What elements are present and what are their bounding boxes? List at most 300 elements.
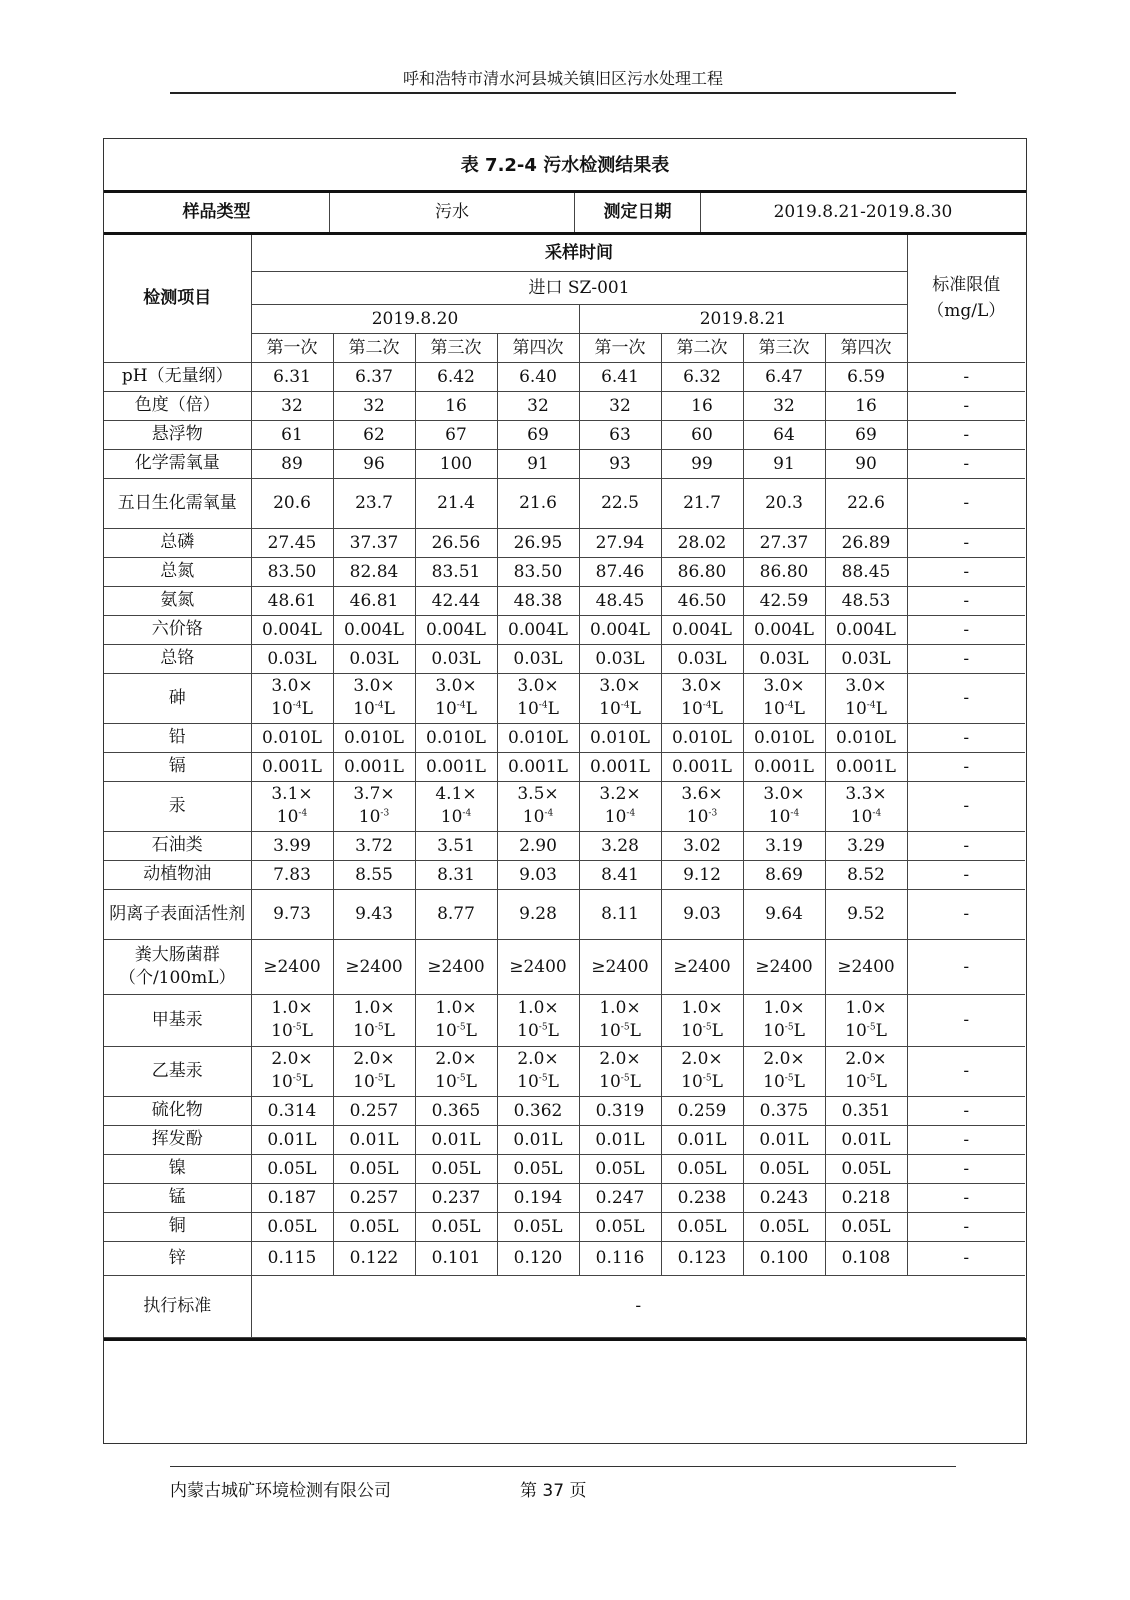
sci-mantissa: 1.0× [845, 998, 887, 1018]
sci-suffix: L [711, 699, 723, 719]
item-name: 镍 [104, 1154, 251, 1183]
value-cell: 0.314 [251, 1096, 333, 1125]
value-cell: 0.243 [743, 1183, 825, 1212]
table-row [104, 752, 1025, 781]
value-cell: 8.55 [333, 860, 415, 889]
value-cell: 0.010L [497, 723, 579, 752]
value-cell: 6.47 [743, 362, 825, 391]
value-cell: 0.010L [333, 723, 415, 752]
value-cell [333, 1046, 415, 1096]
value-cell: 0.05L [825, 1212, 907, 1241]
sci-mantissa: 1.0× [599, 998, 641, 1018]
bottom-rule [104, 1338, 1026, 1341]
sci-mantissa: 2.0× [271, 1049, 313, 1069]
value-cell: 32 [497, 391, 579, 420]
sci-suffix: L [383, 1072, 395, 1092]
standard-cell: - [907, 478, 1025, 528]
footer-page-number: 第 37 页 [520, 1481, 587, 1501]
value-cell [743, 781, 825, 831]
sci-suffix: L [465, 1072, 477, 1092]
item-name: 动植物油 [104, 860, 251, 889]
value-cell: 0.03L [333, 644, 415, 673]
value-cell: 0.010L [415, 723, 497, 752]
standard-cell: - [907, 1125, 1025, 1154]
standard-cell: - [907, 1046, 1025, 1096]
value-cell: 9.03 [497, 860, 579, 889]
round-header: 第一次 [579, 333, 661, 362]
value-cell: 8.11 [579, 889, 661, 939]
value-cell: 32 [333, 391, 415, 420]
value-cell: 0.004L [743, 615, 825, 644]
sci-suffix: L [383, 699, 395, 719]
value-cell: 91 [497, 449, 579, 478]
date-value: 2019.8.21-2019.8.30 [773, 202, 953, 222]
value-cell: 3.28 [579, 831, 661, 860]
sci-exponent: -4 [702, 700, 712, 711]
item-name: 锰 [104, 1183, 251, 1212]
sci-base: 10 [845, 1021, 867, 1041]
item-name: 甲基汞 [104, 994, 251, 1046]
sci-base: 10 [763, 699, 785, 719]
standard-cell: - [907, 449, 1025, 478]
sci-suffix: L [875, 1021, 887, 1041]
sci-mantissa: 3.0× [763, 676, 805, 696]
standard-cell: - [907, 362, 1025, 391]
value-cell: 99 [661, 449, 743, 478]
table-row [104, 1096, 1025, 1125]
table-row [104, 1125, 1025, 1154]
value-cell: 0.05L [251, 1154, 333, 1183]
exec-standard-label: 执行标准 [104, 1275, 251, 1337]
value-cell: 0.123 [661, 1241, 743, 1275]
sci-mantissa: 2.0× [435, 1049, 477, 1069]
sci-exponent: -4 [374, 700, 384, 711]
sci-suffix: L [711, 1072, 723, 1092]
value-cell: 42.59 [743, 586, 825, 615]
value-cell: ≥2400 [497, 939, 579, 994]
item-name: 乙基汞 [104, 1046, 251, 1096]
value-cell: 0.001L [825, 752, 907, 781]
sci-mantissa: 2.0× [353, 1049, 395, 1069]
sci-base: 10 [763, 1072, 785, 1092]
value-cell: ≥2400 [661, 939, 743, 994]
date-label: 测定日期 [575, 193, 701, 232]
standard-cell: - [907, 1212, 1025, 1241]
table-row [104, 939, 1025, 994]
value-cell: 22.6 [825, 478, 907, 528]
sci-suffix: L [383, 1021, 395, 1041]
value-cell: 0.01L [825, 1125, 907, 1154]
value-cell: 0.05L [579, 1212, 661, 1241]
table-row [104, 478, 1025, 528]
value-cell [415, 781, 497, 831]
sci-suffix: L [629, 1072, 641, 1092]
value-cell: 21.7 [661, 478, 743, 528]
value-cell: 23.7 [333, 478, 415, 528]
value-cell: 37.37 [333, 528, 415, 557]
value-cell: 0.365 [415, 1096, 497, 1125]
table-row [104, 831, 1025, 860]
sci-base: 10 [681, 1021, 703, 1041]
standard-header [907, 235, 1025, 362]
sample-type-value: 污水 [330, 193, 575, 232]
item-name: 粪大肠菌群（个/100mL） [104, 939, 251, 994]
value-cell [743, 994, 825, 1046]
table-row [104, 1212, 1025, 1241]
standard-cell: - [907, 557, 1025, 586]
sci-exponent: -3 [380, 808, 390, 819]
table-row [104, 860, 1025, 889]
value-cell: 27.94 [579, 528, 661, 557]
value-cell: 3.99 [251, 831, 333, 860]
sci-exponent: -5 [374, 1073, 384, 1084]
value-cell: ≥2400 [825, 939, 907, 994]
value-cell: 6.41 [579, 362, 661, 391]
table-row [104, 586, 1025, 615]
data-table-wrap [104, 235, 1026, 1338]
sci-base: 10 [353, 699, 375, 719]
standard-cell: - [907, 860, 1025, 889]
value-cell: 69 [825, 420, 907, 449]
table-row [104, 449, 1025, 478]
sci-exponent: -4 [538, 700, 548, 711]
value-cell [825, 781, 907, 831]
value-cell: 0.004L [497, 615, 579, 644]
value-cell [661, 994, 743, 1046]
value-cell: 9.12 [661, 860, 743, 889]
sci-mantissa: 3.2× [599, 784, 641, 804]
table-row [104, 420, 1025, 449]
sci-exponent: -4 [620, 700, 630, 711]
item-name: 总磷 [104, 528, 251, 557]
sci-base: 10 [763, 1021, 785, 1041]
value-cell: 0.05L [415, 1212, 497, 1241]
value-cell: 0.001L [333, 752, 415, 781]
value-cell: 0.05L [415, 1154, 497, 1183]
value-cell: 46.81 [333, 586, 415, 615]
value-cell [579, 994, 661, 1046]
item-header: 检测项目 [104, 235, 251, 362]
sci-base: 10 [353, 1072, 375, 1092]
value-cell: 83.51 [415, 557, 497, 586]
value-cell: 42.44 [415, 586, 497, 615]
value-cell: 0.01L [333, 1125, 415, 1154]
sci-exponent: -5 [620, 1073, 630, 1084]
standard-cell: - [907, 615, 1025, 644]
sci-base: 10 [435, 1021, 457, 1041]
round-header: 第四次 [825, 333, 907, 362]
item-name: 化学需氧量 [104, 449, 251, 478]
value-cell [251, 1046, 333, 1096]
value-cell [333, 781, 415, 831]
sci-base: 10 [435, 1072, 457, 1092]
value-cell: 0.05L [333, 1154, 415, 1183]
sci-suffix: L [465, 1021, 477, 1041]
value-cell: 0.116 [579, 1241, 661, 1275]
sci-exponent: -4 [298, 808, 308, 819]
exec-standard-row [104, 1275, 1025, 1337]
sci-mantissa: 3.0× [599, 676, 641, 696]
item-name: 色度（倍） [104, 391, 251, 420]
value-cell: 0.004L [661, 615, 743, 644]
table-title: 表 7.2-4 污水检测结果表 [460, 155, 670, 176]
sci-suffix: L [465, 699, 477, 719]
standard-header-text: 标准限值（mg/L） [927, 275, 1006, 322]
value-cell: 0.05L [251, 1212, 333, 1241]
sci-exponent: -5 [292, 1073, 302, 1084]
sci-base: 10 [271, 699, 293, 719]
sci-exponent: -4 [456, 700, 466, 711]
sci-base: 10 [522, 807, 545, 827]
sample-type-label: 样品类型 [104, 193, 330, 232]
value-cell: 0.362 [497, 1096, 579, 1125]
value-cell: 83.50 [251, 557, 333, 586]
item-name: 镉 [104, 752, 251, 781]
value-cell: 3.19 [743, 831, 825, 860]
value-cell: 6.32 [661, 362, 743, 391]
value-cell: 9.52 [825, 889, 907, 939]
value-cell [333, 994, 415, 1046]
sci-base: 10 [276, 807, 299, 827]
standard-cell: - [907, 528, 1025, 557]
value-cell: 8.77 [415, 889, 497, 939]
sci-exponent: -5 [292, 1022, 302, 1033]
value-cell: 0.004L [333, 615, 415, 644]
sci-suffix: L [793, 1021, 805, 1041]
value-cell: 63 [579, 420, 661, 449]
sci-suffix: L [711, 1021, 723, 1041]
standard-cell: - [907, 420, 1025, 449]
value-cell: 0.004L [251, 615, 333, 644]
round-header: 第二次 [661, 333, 743, 362]
sci-base: 10 [358, 807, 381, 827]
sampling-time-header: 采样时间 [251, 235, 907, 271]
table-row [104, 644, 1025, 673]
value-cell [497, 994, 579, 1046]
value-cell: 26.95 [497, 528, 579, 557]
sci-mantissa: 1.0× [435, 998, 477, 1018]
value-cell: 60 [661, 420, 743, 449]
value-cell: 62 [333, 420, 415, 449]
table-row [104, 673, 1025, 723]
value-cell: 48.38 [497, 586, 579, 615]
value-cell [825, 994, 907, 1046]
value-cell: 96 [333, 449, 415, 478]
value-cell: 0.03L [579, 644, 661, 673]
sci-exponent: -4 [462, 808, 472, 819]
round-header: 第一次 [251, 333, 333, 362]
sci-base: 10 [604, 807, 627, 827]
value-cell: 6.31 [251, 362, 333, 391]
sci-exponent: -5 [702, 1073, 712, 1084]
value-cell: 64 [743, 420, 825, 449]
value-cell: 0.05L [661, 1154, 743, 1183]
value-cell: 0.05L [579, 1154, 661, 1183]
sci-mantissa: 3.5× [517, 784, 559, 804]
date-header-2: 2019.8.21 [579, 304, 907, 333]
value-cell: 0.03L [825, 644, 907, 673]
table-row [104, 1154, 1025, 1183]
value-cell: 0.01L [251, 1125, 333, 1154]
item-name: 砷 [104, 673, 251, 723]
value-cell: 32 [743, 391, 825, 420]
sci-mantissa: 3.0× [681, 676, 723, 696]
sci-exponent: -5 [374, 1022, 384, 1033]
table-row [104, 1241, 1025, 1275]
value-cell: 0.238 [661, 1183, 743, 1212]
value-cell: 0.01L [743, 1125, 825, 1154]
sci-base: 10 [517, 1072, 539, 1092]
value-cell: 3.72 [333, 831, 415, 860]
value-cell: 6.59 [825, 362, 907, 391]
value-cell: 9.43 [333, 889, 415, 939]
table-row [104, 557, 1025, 586]
value-cell: 93 [579, 449, 661, 478]
table-row [104, 615, 1025, 644]
value-cell: 0.01L [497, 1125, 579, 1154]
round-header: 第二次 [333, 333, 415, 362]
sci-exponent: -5 [538, 1073, 548, 1084]
value-cell: 0.108 [825, 1241, 907, 1275]
sci-exponent: -4 [872, 808, 882, 819]
sci-exponent: -5 [866, 1022, 876, 1033]
value-cell: 0.001L [251, 752, 333, 781]
standard-cell: - [907, 781, 1025, 831]
sci-exponent: -5 [538, 1022, 548, 1033]
value-cell: 8.41 [579, 860, 661, 889]
sci-exponent: -5 [784, 1022, 794, 1033]
value-cell [333, 673, 415, 723]
sci-mantissa: 3.1× [271, 784, 313, 804]
value-cell: 0.259 [661, 1096, 743, 1125]
value-cell: 87.46 [579, 557, 661, 586]
value-cell: 0.03L [661, 644, 743, 673]
value-cell: 0.247 [579, 1183, 661, 1212]
sci-mantissa: 2.0× [845, 1049, 887, 1069]
value-cell: 0.05L [333, 1212, 415, 1241]
footer-company: 内蒙古城矿环境检测有限公司 [170, 1481, 391, 1501]
value-cell: 89 [251, 449, 333, 478]
sci-mantissa: 2.0× [517, 1049, 559, 1069]
value-cell: 0.120 [497, 1241, 579, 1275]
item-name: 硫化物 [104, 1096, 251, 1125]
sci-base: 10 [435, 699, 457, 719]
value-cell: ≥2400 [333, 939, 415, 994]
table-row [104, 994, 1025, 1046]
value-cell: 48.45 [579, 586, 661, 615]
value-cell [415, 673, 497, 723]
value-cell: 3.29 [825, 831, 907, 860]
value-cell [497, 673, 579, 723]
exec-standard-value: - [251, 1275, 1025, 1337]
sci-suffix: L [793, 699, 805, 719]
inlet-header: 进口 SZ-001 [251, 271, 907, 304]
item-name: 阴离子表面活性剂 [104, 889, 251, 939]
item-name: 总铬 [104, 644, 251, 673]
sci-suffix: L [875, 1072, 887, 1092]
value-cell: 28.02 [661, 528, 743, 557]
value-cell: 9.28 [497, 889, 579, 939]
item-name: 悬浮物 [104, 420, 251, 449]
value-cell: 91 [743, 449, 825, 478]
item-name: 铜 [104, 1212, 251, 1241]
table-row [104, 889, 1025, 939]
value-cell: 48.53 [825, 586, 907, 615]
table-row [104, 528, 1025, 557]
value-cell: ≥2400 [251, 939, 333, 994]
sci-base: 10 [271, 1021, 293, 1041]
value-cell: 0.004L [415, 615, 497, 644]
value-cell: 86.80 [661, 557, 743, 586]
sci-base: 10 [845, 699, 867, 719]
value-cell: 27.45 [251, 528, 333, 557]
standard-cell: - [907, 644, 1025, 673]
value-cell: 0.01L [579, 1125, 661, 1154]
sci-exponent: -4 [790, 808, 800, 819]
sci-mantissa: 2.0× [599, 1049, 641, 1069]
value-cell: 0.05L [743, 1154, 825, 1183]
value-cell: 0.001L [661, 752, 743, 781]
item-name: 汞 [104, 781, 251, 831]
footer-rule [170, 1466, 956, 1467]
header-rule [170, 92, 956, 94]
value-cell [661, 1046, 743, 1096]
value-cell: 0.01L [661, 1125, 743, 1154]
sci-exponent: -5 [620, 1022, 630, 1033]
result-table-frame [103, 138, 1027, 1444]
value-cell: 3.02 [661, 831, 743, 860]
value-cell: 100 [415, 449, 497, 478]
sci-exponent: -4 [544, 808, 554, 819]
standard-cell: - [907, 831, 1025, 860]
value-cell: 0.115 [251, 1241, 333, 1275]
sci-mantissa: 3.3× [845, 784, 887, 804]
value-cell: 0.004L [579, 615, 661, 644]
item-name: 石油类 [104, 831, 251, 860]
data-table-body [104, 235, 1025, 1337]
standard-cell: - [907, 1096, 1025, 1125]
value-cell: 0.05L [661, 1212, 743, 1241]
value-cell: 8.31 [415, 860, 497, 889]
sci-mantissa: 2.0× [681, 1049, 723, 1069]
value-cell: 0.187 [251, 1183, 333, 1212]
value-cell: 67 [415, 420, 497, 449]
sci-base: 10 [681, 1072, 703, 1092]
item-name: 六价铬 [104, 615, 251, 644]
sci-exponent: -5 [866, 1073, 876, 1084]
sci-exponent: -5 [784, 1073, 794, 1084]
standard-cell: - [907, 1154, 1025, 1183]
sci-mantissa: 3.0× [435, 676, 477, 696]
table-row [104, 723, 1025, 752]
round-header: 第四次 [497, 333, 579, 362]
value-cell [825, 1046, 907, 1096]
value-cell: 9.03 [661, 889, 743, 939]
value-cell: 0.05L [825, 1154, 907, 1183]
value-cell: 3.51 [415, 831, 497, 860]
sci-mantissa: 3.0× [517, 676, 559, 696]
value-cell: 0.010L [743, 723, 825, 752]
sci-base: 10 [517, 1021, 539, 1041]
table-row [104, 362, 1025, 391]
value-cell: ≥2400 [579, 939, 661, 994]
value-cell: 0.010L [825, 723, 907, 752]
sci-base: 10 [353, 1021, 375, 1041]
value-cell: 21.4 [415, 478, 497, 528]
value-cell: 0.001L [415, 752, 497, 781]
value-cell [579, 673, 661, 723]
value-cell: 46.50 [661, 586, 743, 615]
